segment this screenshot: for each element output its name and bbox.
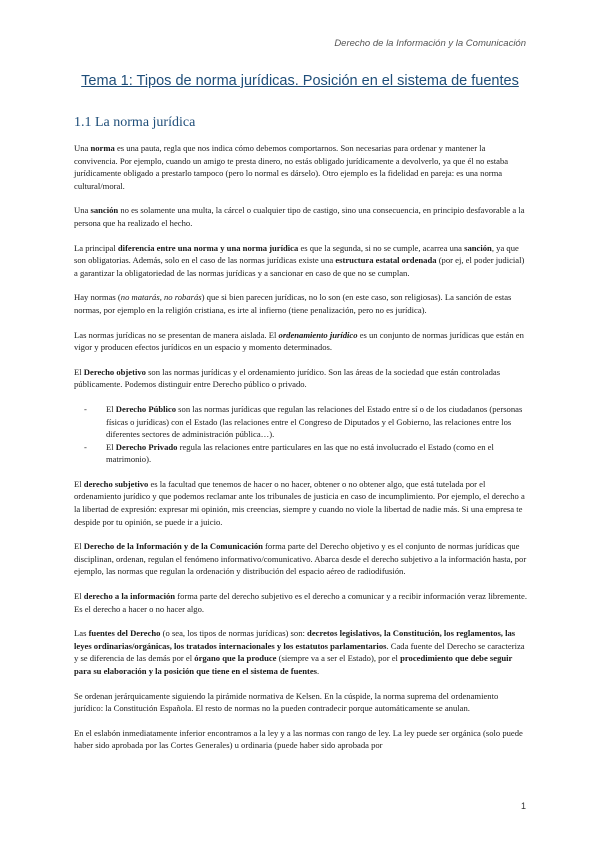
body-text xyxy=(74,142,527,764)
list-item: - El Derecho Privado regula las relaciones entre particulares en las que no está involucrado el Estado (como en el matrimonio). xyxy=(106,441,527,466)
section-heading: 1.1 La norma jurídica xyxy=(74,115,196,130)
running-header: Derecho de la Información y la Comunicación xyxy=(334,38,526,49)
paragraph-kelsen: Se ordenan jerárquicamente siguiendo la pirámide normativa de Kelsen. En la cúspide, la norma suprema del ordenamiento jurídico: la Constitución Española. El resto de normas no la pueden contradecir porque automáticamente se anulan. xyxy=(74,690,499,714)
paragraph-diferencia: La principal diferencia entre una norma y una norma jurídica es que la segunda, si no se cumple, acarrea una sanción, ya que son obligatorias. Además, solo en el caso de las normas jurídicas existe una estructura estatal ordenada (por ej, el poder judicial) a garantizar la obligatoriedad de las normas jurídicas y a sancionar en caso de que no se cumplan. xyxy=(74,242,525,278)
paragraph-derecho-a-la-informacion: El derecho a la información forma parte del derecho subjetivo es el derecho a comunicar y a recibir información veraz libremente. Es el derecho a hacer o no hacer algo. xyxy=(74,591,528,614)
paragraph-derecho-informacion-comunicacion: El Derecho de la Información y de la Comunicación forma parte del Derecho objetivo y es el conjunto de normas jurídicas que disciplinan, ordenan, regulan el fenómeno informativo/comunicativo. Abarca desde el derecho subjetivo a la información hasta, por ejemplo, las normas que regulan la ordenación y distribución del espacio aéreo de radiodifusión. xyxy=(74,541,527,577)
paragraph-derecho-subjetivo: El derecho subjetivo es la facultad que tenemos de hacer o no hacer, obtener o no obtener algo, que está tutelada por el ordenamiento jurídico y que podemos reclamar ante los tribunales de justicia en caso de incumplimiento. Por ejemplo, el derecho a la libertad de expresión: expresar mi opinión, mis creencias, siempre y cuando no viole la libertad de nadie más. Si una empresa te despide por tu opinión, se puede ir a juicio. xyxy=(74,478,525,527)
derecho-list xyxy=(74,403,527,466)
paragraph-fuentes: Las fuentes del Derecho (o sea, los tipos de normas jurídicas) son: decretos legislativos, la Constitución, los reglamentos, las leyes ordinarias/orgánicas, los tratados internacionales y los estatutos parlamentarios. Cada fuente del Derecho se caracteriza y se diferencia de las demás por el órgano que la produce (siempre va a ser el Estado), por el procedimiento que debe seguir para su elaboración y la posición que tiene en el sistema de fuentes. xyxy=(74,628,525,676)
paragraph-normas-religiosas: Hay normas (no matarás, no robarás) que si bien parecen jurídicas, no lo son (en este caso, son religiosas). La sanción de estas normas, por ejemplo en la religión cristiana, es irte al infierno (tiene penalización, pero no es jurídica). xyxy=(74,292,512,315)
paragraph-norma: Una norma es una pauta, regla que nos indica cómo debemos comportarnos. Son necesarias para ordenar y mantener la convivencia. Por ejemplo, cuando un amigo te presta dinero, no estás obligado jurídicamente a devolverlo, ya que él no estaba jurídicamente obligado a prestarlo tampoco (pero lo normal es dárselo). Otro ejemplo es la fidelidad en pareja: es una norma cultural/moral. xyxy=(74,143,509,191)
paragraph-ley: En el eslabón inmediatamente inferior encontramos a la ley y a las normas con rango de ley. La ley puede ser orgánica (solo puede haber sido aprobada por las Cortes Generales) u ordinaria (puede haber sido aprobada por xyxy=(74,727,523,751)
paragraph-ordenamiento: Las normas jurídicas no se presentan de manera aislada. El ordenamiento jurídico es un conjunto de normas jurídicas que están en vigor y producen efectos jurídicos en un espacio y momento determinados. xyxy=(74,329,524,353)
list-item: - El Derecho Público son las normas jurídicas que regulan las relaciones del Estado entre sí o de los ciudadanos (personas físicas o jurídicas) con el Estado (las relaciones entre el Congreso de Diputados y el Gobierno, las relaciones entre los diferentes sectores de administración pública…). xyxy=(106,403,527,441)
paragraph-derecho-objetivo: El Derecho objetivo son las normas jurídicas y el ordenamiento jurídico. Son las áreas de la sociedad que están controladas públicamente. Podemos distinguir entre Derecho público o privado. xyxy=(74,366,501,390)
chapter-title: Tema 1: Tipos de norma jurídicas. Posición en el sistema de fuentes xyxy=(81,73,519,89)
page-number: 1 xyxy=(520,801,526,811)
paragraph-sancion: Una sanción no es solamente una multa, la cárcel o cualquier tipo de castigo, sino una consecuencia, en principio desfavorable a la persona que ha realizado el hecho. xyxy=(74,205,525,228)
